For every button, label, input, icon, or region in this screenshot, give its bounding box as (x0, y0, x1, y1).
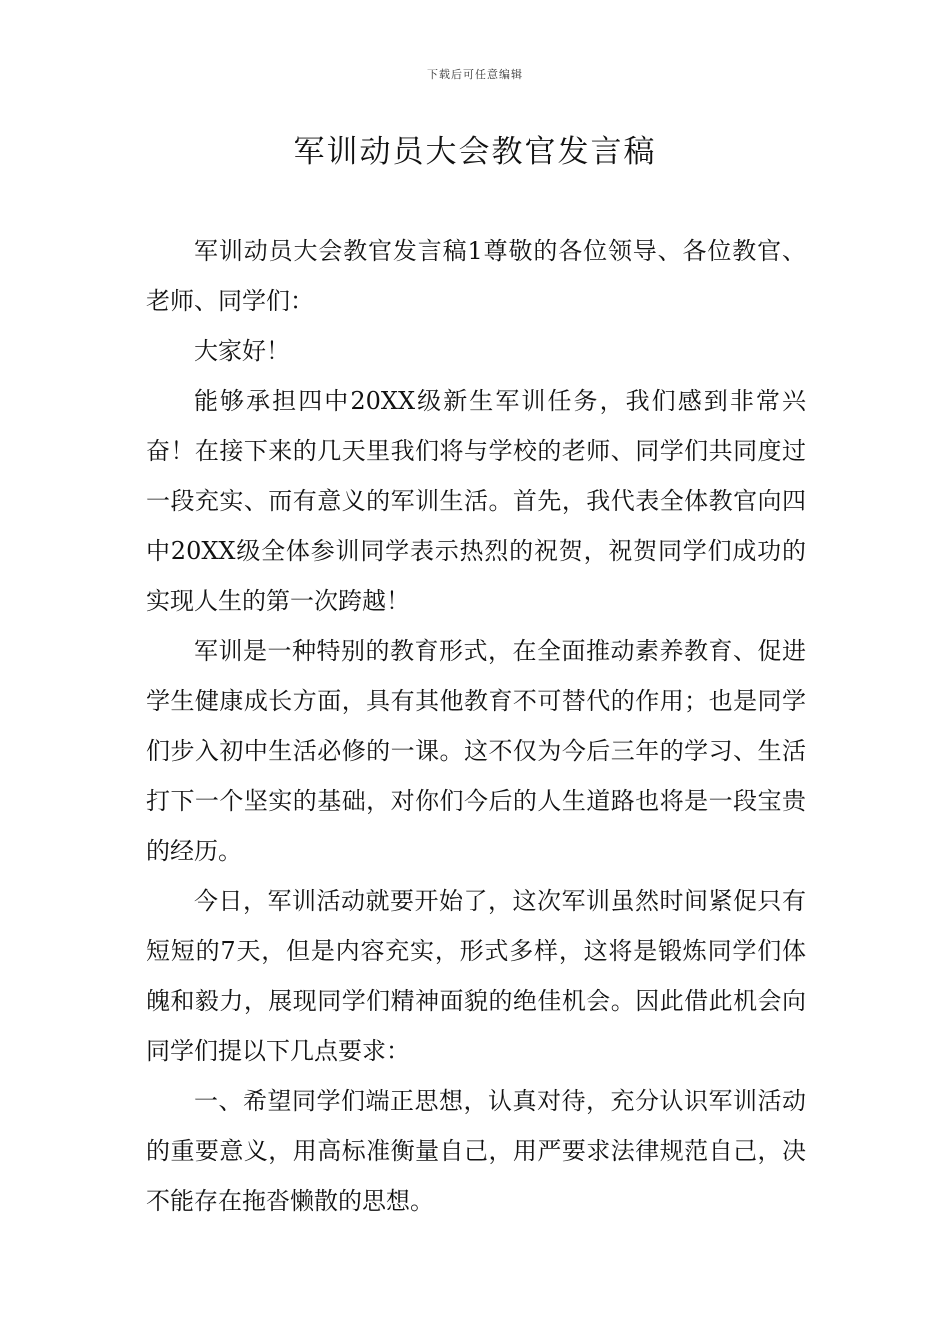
header-note: 下载后可任意编辑 (427, 68, 523, 81)
paragraph-purpose: 军训是一种特别的教育形式，在全面推动素养教育、促进学生健康成长方面，具有其他教育不可替代的作用；也是同学们步入初中生活必修的一课。这不仅为今后三年的学习、生活打下一个坚实的基础，对你们今后的人生道路也将是一段宝贵的经历。 (146, 637, 806, 865)
paragraph-requirement-1: 一、希望同学们端正思想，认真对待，充分认识军训活动的重要意义，用高标准衡量自己，用严要求法律规范自己，决不能存在拖沓懒散的思想。 (146, 1087, 806, 1215)
page-title: 军训动员大会教官发言稿 (293, 134, 657, 170)
paragraph-greeting: 大家好！ (194, 337, 290, 365)
paragraph-salutation: 军训动员大会教官发言稿1尊敬的各位领导、各位教官、老师、同学们： (146, 237, 806, 315)
paragraph-opportunity: 今日，军训活动就要开始了，这次军训虽然时间紧促只有短短的7天，但是内容充实，形式多样，这将是锻炼同学们体魄和毅力，展现同学们精神面貌的绝佳机会。因此借此机会向同学们提以下几点要求： (146, 887, 806, 1065)
document-body (146, 226, 806, 1226)
paragraph-welcome: 能够承担四中20XX级新生军训任务，我们感到非常兴奋！在接下来的几天里我们将与学校的老师、同学们共同度过一段充实、而有意义的军训生活。首先，我代表全体教官向四中20XX级全体参训同学表示热烈的祝贺，祝贺同学们成功的实现人生的第一次跨越！ (146, 387, 806, 615)
